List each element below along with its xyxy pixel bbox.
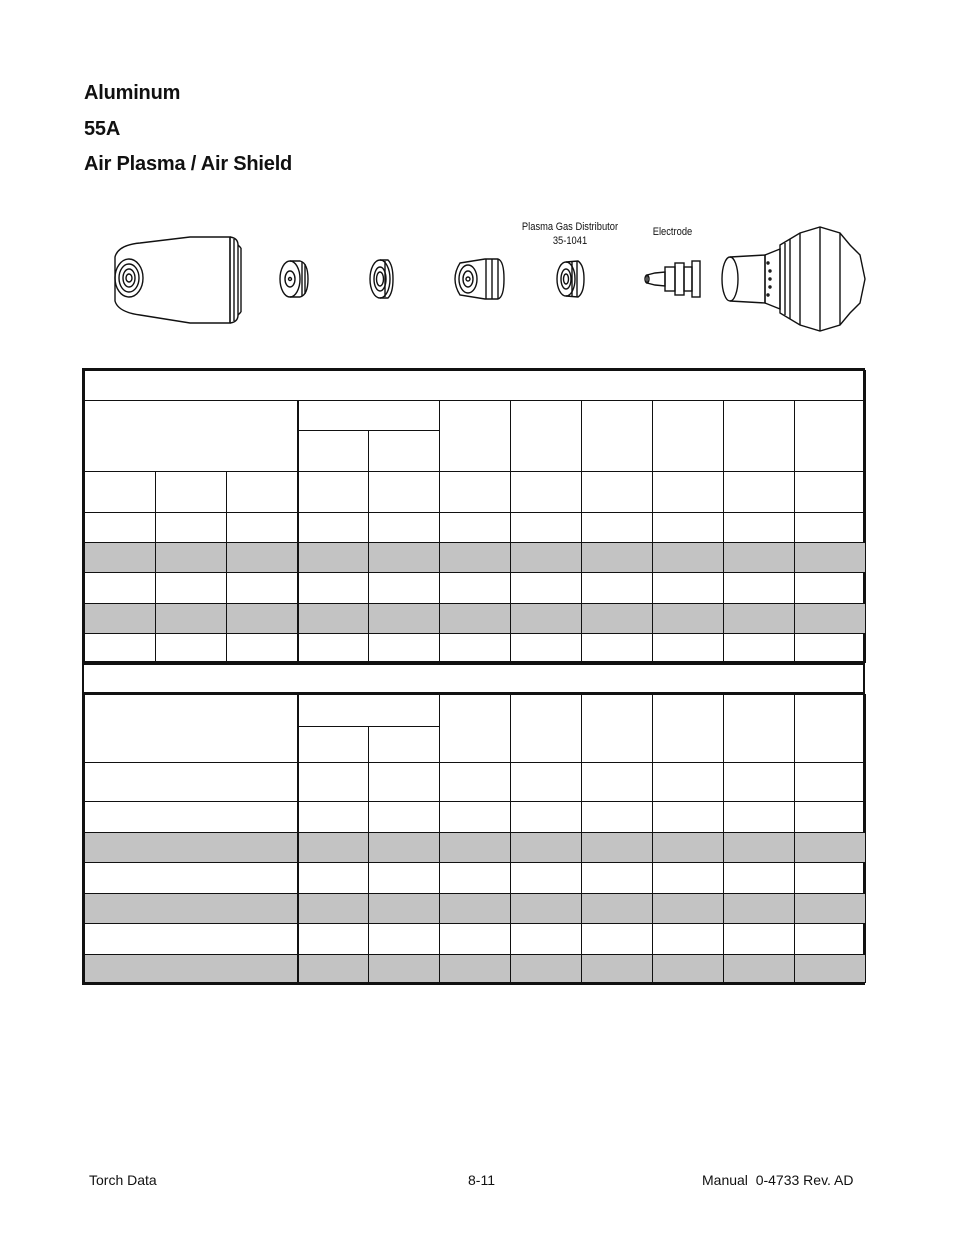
section-divider: [82, 661, 865, 694]
table-row: [85, 604, 866, 634]
gas-heading: Air Plasma / Air Shield: [84, 153, 293, 175]
table-row: [85, 513, 866, 543]
electrode-icon: [645, 261, 700, 297]
table-row: [85, 573, 866, 604]
table-row: [85, 924, 866, 955]
cut-chart-table-bottom: [82, 692, 865, 985]
shield-cap-icon: [280, 261, 308, 297]
table-row: [85, 955, 866, 983]
tip-icon: [370, 260, 393, 298]
table-title-row: [85, 371, 866, 401]
table-units-row: [85, 472, 866, 513]
gas-distributor-icon: [557, 261, 584, 297]
table-row: [85, 634, 866, 663]
table-row: [85, 802, 866, 833]
table-row: [85, 863, 866, 894]
table-row: [85, 763, 866, 802]
consumables-drawing: [100, 215, 880, 340]
table-row: [85, 833, 866, 863]
table-row: [85, 543, 866, 573]
table-header-row: [85, 401, 866, 431]
table-header-row: [85, 695, 866, 727]
gas-distributor-name: Plasma Gas Distributor: [521, 221, 619, 233]
gas-distributor-part-number: 35-1041: [552, 235, 588, 247]
table-row: [85, 894, 866, 924]
gas-distributor-label: [515, 220, 626, 248]
consumables-illustration: [100, 215, 880, 340]
shield-cup-icon: [115, 237, 241, 323]
cut-chart-table-top: [82, 368, 865, 665]
footer-section: Torch Data: [89, 1172, 157, 1188]
footer-manual-id: Manual 0-4733 Rev. AD: [702, 1172, 854, 1188]
footer-page-number: 8-11: [468, 1172, 495, 1188]
electrode-label: Electrode: [652, 226, 693, 238]
start-cartridge-icon: [455, 259, 504, 299]
amperage-heading: 55A: [84, 118, 121, 140]
torch-head-icon: [722, 227, 865, 331]
material-heading: Aluminum: [84, 82, 181, 104]
